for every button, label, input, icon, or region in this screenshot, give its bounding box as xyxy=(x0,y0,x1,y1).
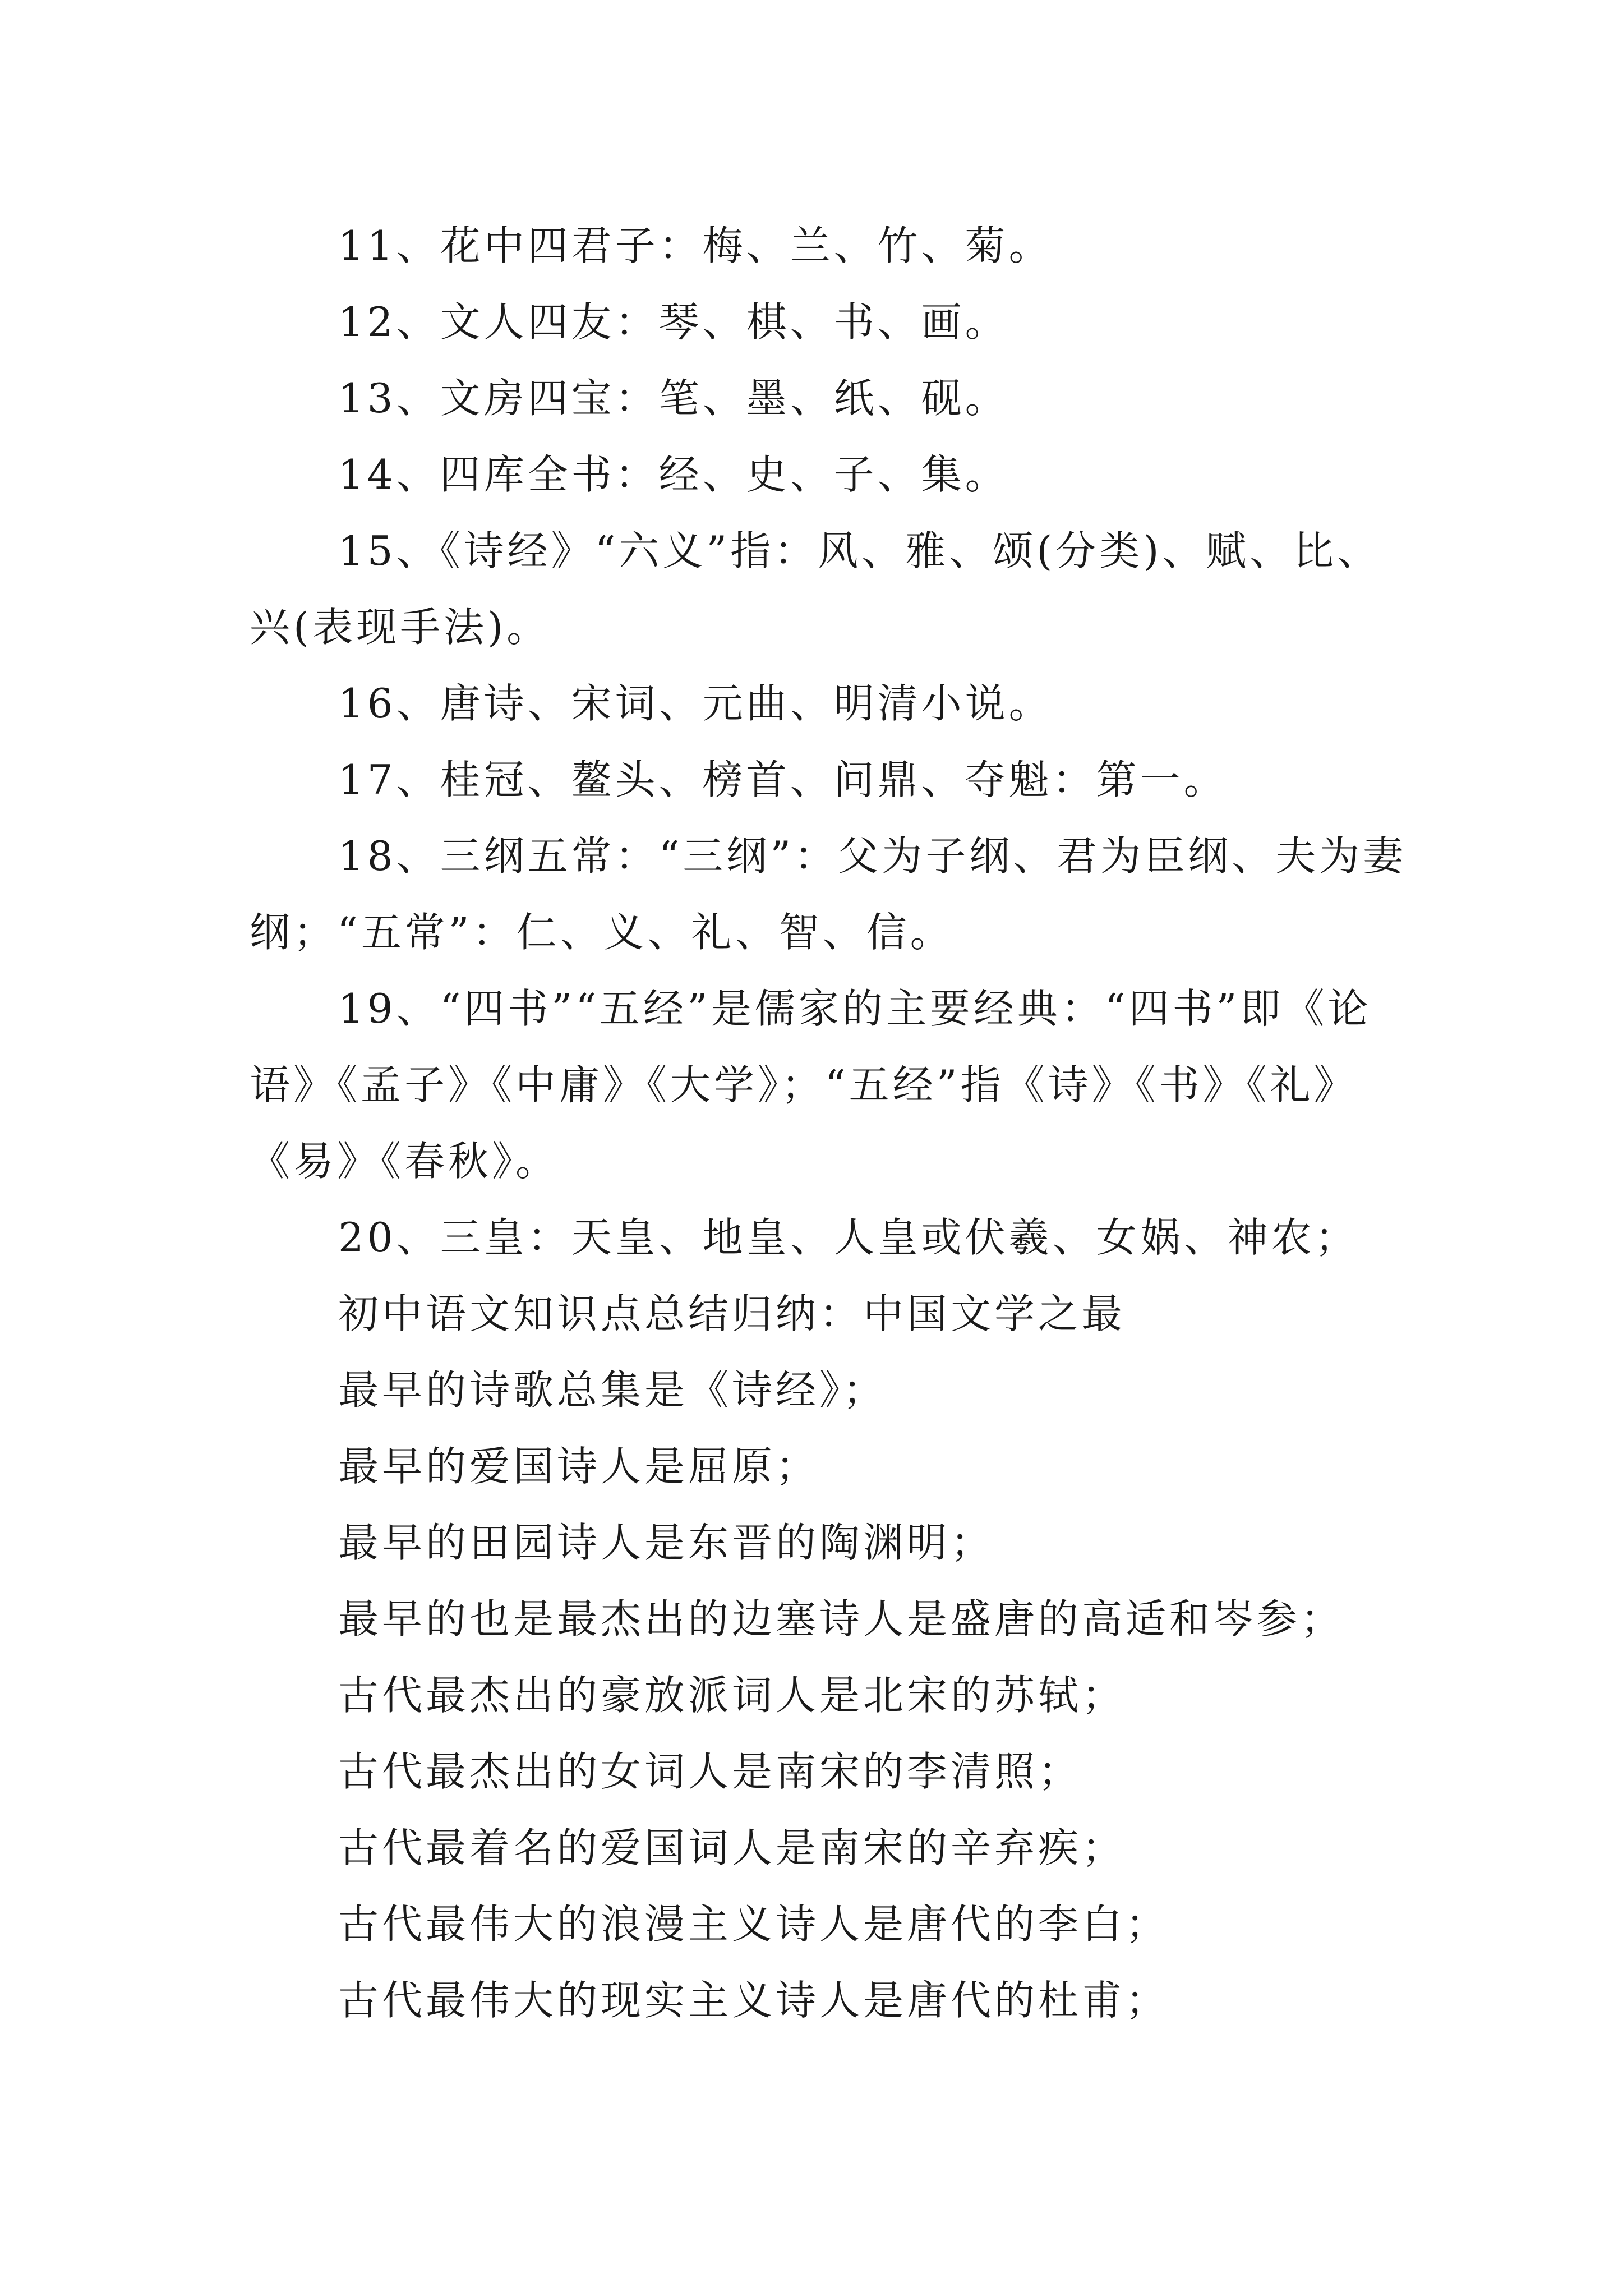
text-line-18-cont: 纲；“五常”：仁、义、礼、智、信。 xyxy=(250,909,954,956)
list-item: 古代最杰出的豪放派词人是北宋的苏轼； xyxy=(338,1672,1126,1719)
text-line-15: 15、《诗经》“六义”指：风、雅、颂(分类)、赋、比、 xyxy=(338,527,1381,574)
section-heading: 初中语文知识点总结归纳：中国文学之最 xyxy=(338,1290,1126,1337)
text-line-14: 14、四库全书：经、史、子、集。 xyxy=(338,451,1009,498)
text-line-13: 13、文房四宝：笔、墨、纸、砚。 xyxy=(338,375,1009,422)
list-item: 古代最杰出的女词人是南宋的李清照； xyxy=(338,1748,1082,1795)
text-line-12: 12、文人四友：琴、棋、书、画。 xyxy=(338,298,1009,346)
text-line-19-cont-1: 语》《孟子》《中庸》《大学》；“五经”指《诗》《书》《礼》 xyxy=(250,1061,1358,1108)
text-line-11: 11、花中四君子：梅、兰、竹、菊。 xyxy=(338,222,1053,269)
text-line-17: 17、桂冠、鳌头、榜首、问鼎、夺魁：第一。 xyxy=(338,756,1228,803)
text-line-18: 18、三纲五常：“三纲”：父为子纲、君为臣纲、夫为妻 xyxy=(338,832,1407,880)
list-item: 最早的爱国诗人是屈原； xyxy=(338,1443,820,1490)
list-item: 古代最着名的爱国词人是南宋的辛弃疾； xyxy=(338,1824,1126,1871)
text-line-19: 19、“四书”“五经”是儒家的主要经典：“四书”即《论 xyxy=(338,985,1372,1032)
text-line-16: 16、唐诗、宋词、元曲、明清小说。 xyxy=(338,680,1053,727)
document-body xyxy=(250,208,1407,2039)
list-item: 最早的田园诗人是东晋的陶渊明； xyxy=(338,1519,995,1566)
list-item: 古代最伟大的浪漫主义诗人是唐代的李白； xyxy=(338,1901,1170,1948)
text-line-20: 20、三皇：天皇、地皇、人皇或伏羲、女娲、神农； xyxy=(338,1214,1359,1261)
text-line-19-cont-2: 《易》《春秋》。 xyxy=(250,1138,560,1185)
list-item: 最早的诗歌总集是《诗经》； xyxy=(338,1366,887,1414)
text-line-15-cont: 兴(表现手法)。 xyxy=(250,604,551,651)
list-item: 最早的也是最杰出的边塞诗人是盛唐的高适和岑参； xyxy=(338,1595,1345,1642)
list-item: 古代最伟大的现实主义诗人是唐代的杜甫； xyxy=(338,1977,1170,2024)
